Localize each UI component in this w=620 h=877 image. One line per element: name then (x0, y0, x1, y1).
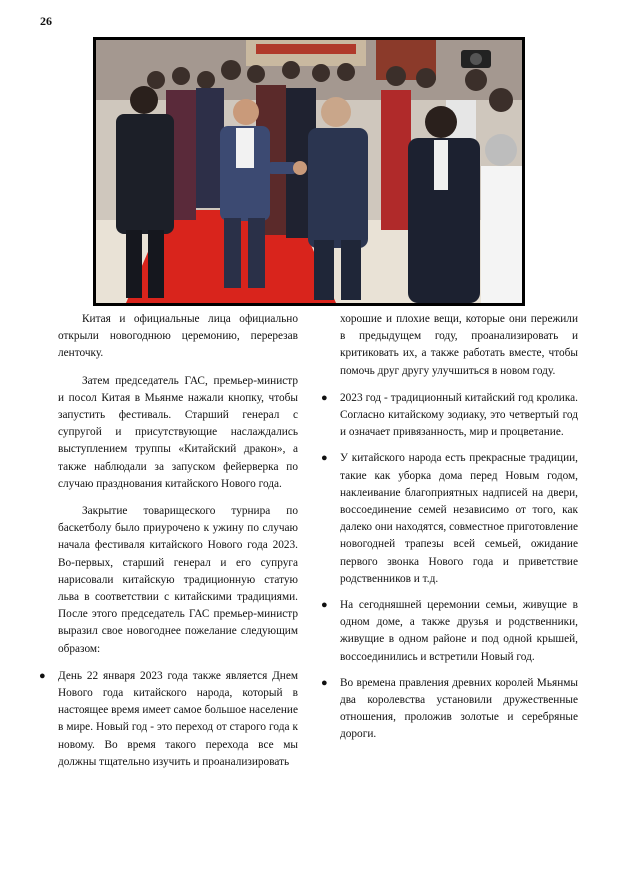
right-text-column (321, 311, 578, 753)
handshake-scene-image (96, 40, 522, 303)
bullet-item (321, 450, 578, 588)
paragraph: Китая и официальные лица официально открыли новогоднюю церемонию, перерезав ленточку. (58, 313, 298, 360)
bullet-item (321, 675, 578, 744)
bullet-text: 2023 год - традиционный китайский год кролика. Согласно китайскому зодиаку, это четвертый год и означает привязанность, мир и процветание. (340, 391, 578, 439)
bullet-text: День 22 января 2023 года также является Днем Нового года китайского народа, который в настоящее время имеет самое большое население в мире. Новый год - это переход от старого года к новому. Во время такого перехода все мы должны тщательно изучить и проанализировать (58, 669, 298, 768)
page-number: 26 (40, 14, 52, 28)
paragraph: Закрытие товарищеского турнира по баскетболу было приурочено к ужину по случаю начала фестиваля китайского Нового года 2023. Во-первых, старший генерал и его супруга нарисовали китайскую традиционную статую льва в соответствии с китайскими традициями. После этого председатель ГАС премьер-министр выразил свое новогоднее пожелание следующим образом: (58, 505, 298, 655)
bullet-icon: ● (321, 676, 328, 689)
bullet-icon: ● (321, 452, 328, 465)
event-photo (93, 37, 525, 306)
bullet-item (321, 390, 578, 442)
paragraph: Затем председатель ГАС, премьер-министр и посол Китая в Мьянме нажали кнопку, чтобы запустить фестиваль. Старший генерал с супругой и присутствующие наслаждались выступлением труппы «Китайский дракон», а также наблюдали за запуском фейерверка по случаю празднования китайского Нового года. (58, 374, 298, 490)
bullet-icon: ● (321, 599, 328, 612)
bullet-item (321, 597, 578, 666)
left-text-column (39, 311, 298, 780)
bullet-icon: ● (39, 669, 46, 682)
paragraph-continuation: хорошие и плохие вещи, которые они пережили в предыдущем году, проанализировать и критиковать их, а также работать вместе, чтобы помочь друг другу улучшиться в новом году. (340, 313, 578, 377)
bullet-item (39, 668, 298, 771)
bullet-text: Во времена правления древних королей Мьянмы два королевства установили дружественные отношения, проложив золотые и серебряные дороги. (340, 676, 578, 741)
bullet-list (321, 390, 578, 744)
bullet-icon: ● (321, 391, 328, 404)
bullet-text: У китайского народа есть прекрасные традиции, такие как уборка дома перед Новым годом, наклеивание благоприятных надписей на двери, воссоединение семей независимо от того, как далеко они находятся, совместное приготовление новогодней трапезы всей семьей, ожидание первого звонка Нового года и приветствие родственников и т.д. (340, 452, 578, 585)
bullet-list (39, 668, 298, 771)
bullet-text: На сегодняшней церемонии семьи, живущие в одном доме, а также друзья и родственники, живущие в одном районе и под одной крышей, воссоединились и встретили Новый год. (340, 599, 578, 663)
